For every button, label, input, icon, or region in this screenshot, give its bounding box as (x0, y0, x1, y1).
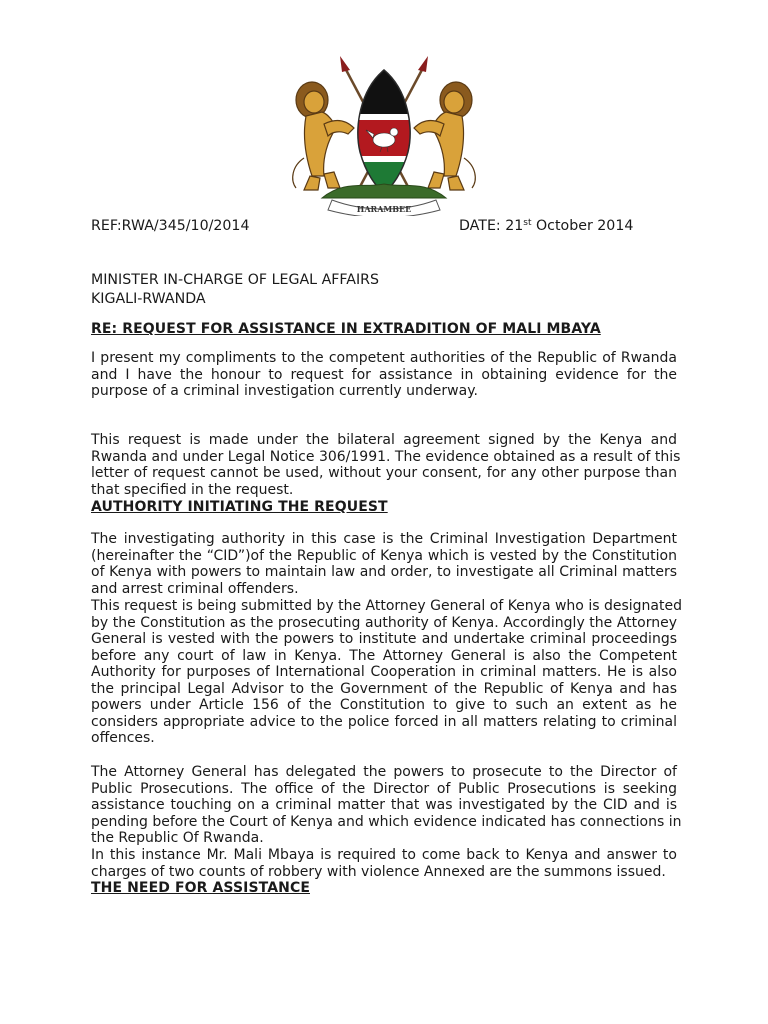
paragraph-legal-basis (91, 432, 681, 498)
text-line: and I have the honour to request for assistance in obtaining evidence for the (91, 366, 677, 383)
date-suffix: October 2014 (531, 218, 634, 234)
text-line: by the Constitution as the prosecuting authority of Kenya. Accordingly the Attorney (91, 614, 677, 631)
text-line: and arrest criminal offenders. (91, 580, 299, 597)
need-for-assistance-heading: THE NEED FOR ASSISTANCE (91, 880, 310, 896)
text-line: of Kenya with powers to maintain law and order, to investigate all Criminal matters (91, 564, 677, 580)
text-line: pending before the Court of Kenya and which evidence indicated has connections in (91, 813, 682, 830)
motto-text: HARAMBEE (356, 204, 412, 214)
text-line: This request is being submitted by the Attorney General of Kenya who is designated (91, 598, 682, 614)
text-line: In this instance Mr. Mali Mbaya is required to come back to Kenya and answer to (91, 847, 677, 863)
text-line: This request is made under the bilateral agreement signed by the Kenya and (91, 432, 677, 448)
reference-number: REF:RWA/345/10/2014 (91, 218, 250, 234)
coat-of-arms-emblem (284, 48, 484, 216)
paragraph-attorney-general (91, 598, 682, 747)
text-line: powers under Article 156 of the Constitution to give to such an extent as he (91, 697, 677, 713)
text-line: Public Prosecutions. The office of the Director of Public Prosecutions is seeking (91, 780, 677, 797)
recipient-location: KIGALI-RWANDA (91, 291, 206, 307)
paragraph-delegation (91, 764, 682, 847)
subject-heading: RE: REQUEST FOR ASSISTANCE IN EXTRADITION OF MALI MBAYA (91, 321, 601, 337)
text-line: I present my compliments to the competent authorities of the Republic of Rwanda (91, 350, 677, 366)
text-line: Authority for purposes of International Cooperation in criminal matters. He is also (91, 664, 677, 680)
recipient-title: MINISTER IN-CHARGE OF LEGAL AFFAIRS (91, 272, 380, 288)
coat-of-arms-icon (284, 48, 484, 216)
text-line: The investigating authority in this case is the Criminal Investigation Department (91, 531, 677, 547)
text-line: that specified in the request. (91, 481, 294, 498)
text-line: The Attorney General has delegated the powers to prosecute to the Director of (91, 764, 677, 780)
date-prefix: DATE: 21 (459, 218, 524, 234)
text-line: General is vested with the powers to institute and undertake criminal proceedings (91, 631, 677, 647)
text-line: (hereinafter the “CID”)of the Republic of Kenya which is vested by the Constitution (91, 547, 677, 564)
paragraph-compliments (91, 350, 677, 400)
letter-date (459, 218, 633, 235)
text-line: the principal Legal Advisor to the Government of the Republic of Kenya and has (91, 680, 677, 697)
paragraph-investigating-authority (91, 531, 677, 597)
text-line: charges of two counts of robbery with violence Annexed are the summons issued. (91, 863, 666, 880)
text-line: letter of request cannot be used, without your consent, for any other purpose than (91, 465, 677, 481)
text-line: assistance touching on a criminal matter that was investigated by the CID and is (91, 797, 677, 813)
authority-heading: AUTHORITY INITIATING THE REQUEST (91, 499, 388, 515)
text-line: offences. (91, 730, 155, 746)
text-line: the Republic Of Rwanda. (91, 830, 264, 846)
text-line: purpose of a criminal investigation currently underway. (91, 383, 478, 399)
paragraph-summons (91, 847, 677, 880)
text-line: considers appropriate advice to the police forced in all matters relating to criminal (91, 713, 677, 730)
text-line: before any court of law in Kenya. The Attorney General is also the Competent (91, 647, 677, 664)
text-line: Rwanda and under Legal Notice 306/1991. The evidence obtained as a result of this (91, 448, 681, 465)
date-ordinal: st (523, 218, 532, 228)
